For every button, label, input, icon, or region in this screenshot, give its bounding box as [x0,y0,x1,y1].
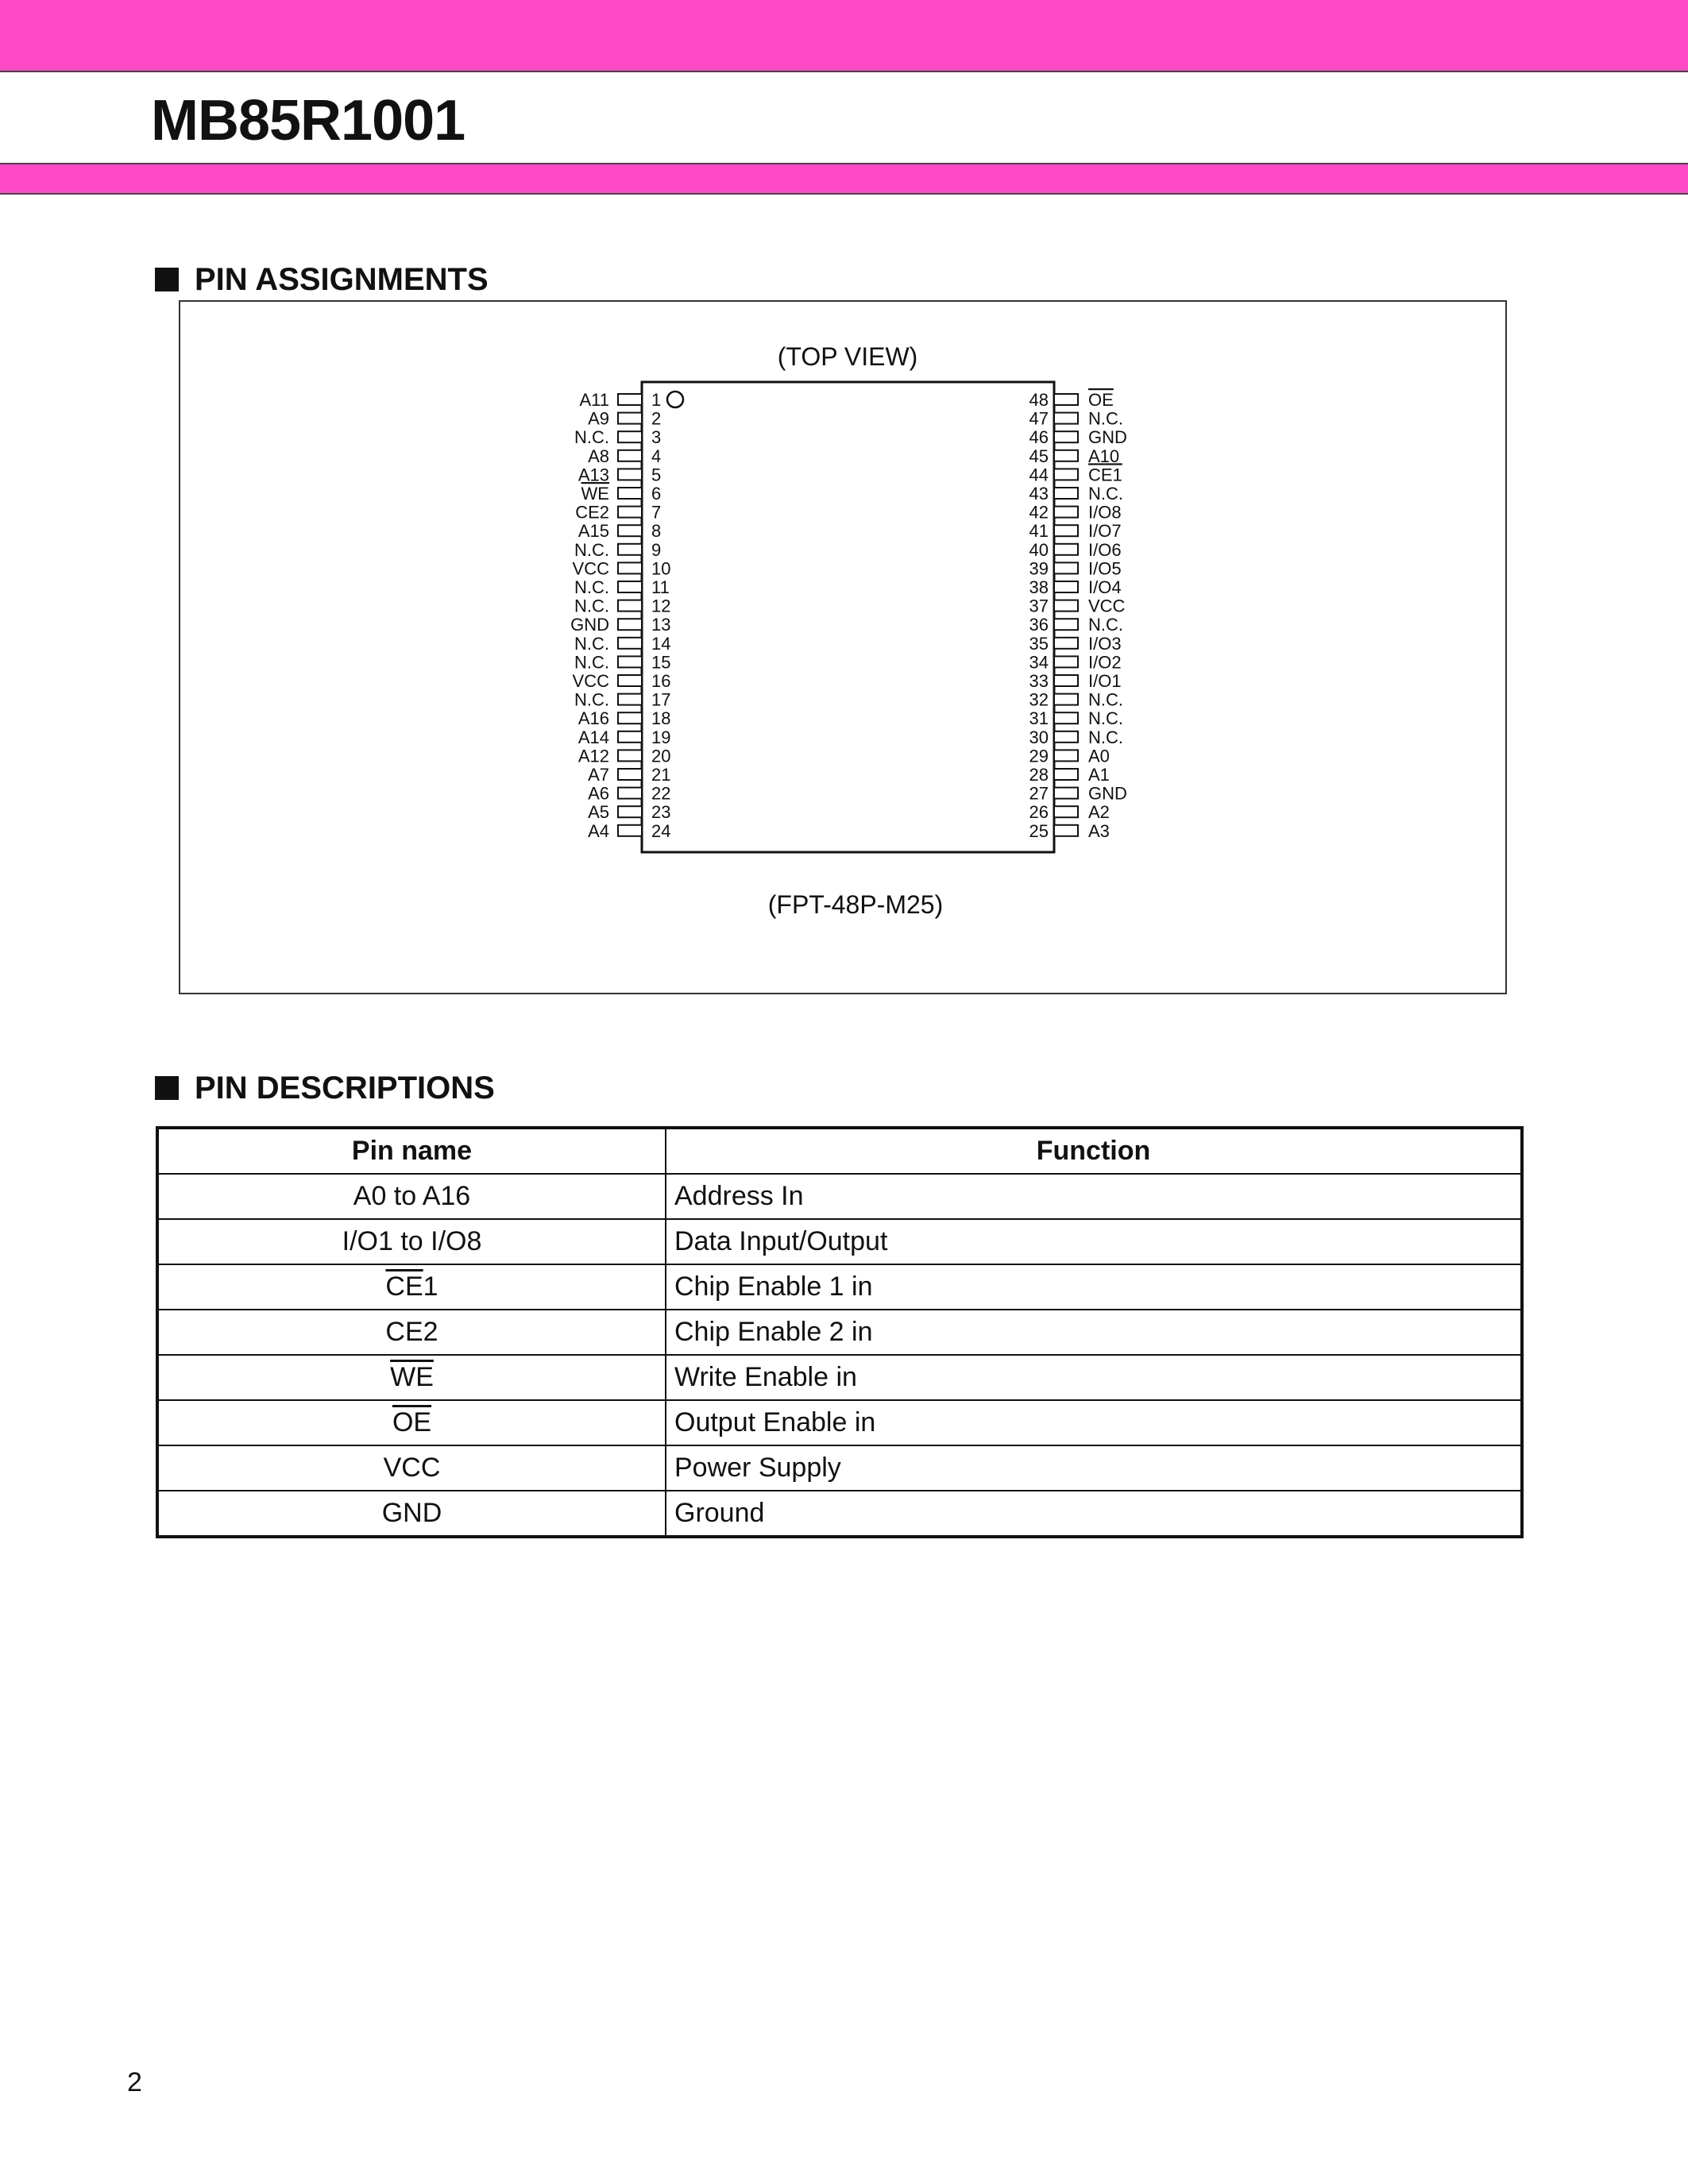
pin-name-right: A2 [1088,802,1110,823]
pin-number-right: 42 [1029,502,1049,523]
pin-name-cell [157,1491,666,1537]
pin-name-cell [157,1310,666,1355]
pin-number-right: 28 [1029,765,1049,785]
pin-name-right: GND [1088,427,1127,448]
pin-number-left: 5 [651,465,662,485]
pin-number-left: 18 [651,708,671,729]
pin-lead-left [618,750,642,761]
pin-name-left: A7 [588,765,609,785]
pin-number-right: 47 [1029,408,1049,429]
pin-number-right: 41 [1029,521,1049,542]
pin-name-right: I/O6 [1088,539,1122,560]
pin-number-left: 1 [651,390,662,410]
pin-name-left: A9 [588,408,609,429]
pin-function-cell: Power Supply [666,1445,1522,1491]
pin-number-right: 30 [1029,727,1049,747]
page-number: 2 [127,2067,142,2097]
pin-name-right: I/O1 [1088,671,1122,691]
pin-number-right: 39 [1029,558,1049,579]
pin-number-left: 10 [651,558,671,579]
pin-number-right: 44 [1029,465,1049,485]
pin-lead-left [618,581,642,592]
pin-number-left: 4 [651,446,662,466]
pin-name-left: A14 [577,727,609,747]
pin-name-left: N.C. [574,689,609,710]
pin-name-right: I/O7 [1088,521,1122,542]
pin-name-right: I/O3 [1088,633,1122,654]
pin-lead-left [618,825,642,836]
pin-lead-left [618,525,642,536]
pin-name: I/O1 to I/O8 [342,1226,482,1256]
pin-name-left: A4 [588,820,609,841]
pin-name: VCC [383,1453,441,1483]
pin-lead-right [1054,806,1078,817]
pin-number-left: 21 [651,765,671,785]
table-row [157,1400,1522,1445]
pin-name-left: WE [581,484,609,504]
pin-lead-right [1054,525,1078,536]
pin-name-right: A0 [1088,746,1110,766]
pin-lead-left [618,769,642,780]
pin-name-left: N.C. [574,652,609,673]
pin-lead-right [1054,656,1078,667]
pin-name-active-low: $\overline{OE}$ [392,1407,432,1437]
table-row [157,1310,1522,1355]
pin-name-cell [157,1219,666,1264]
pin-number-right: 46 [1029,427,1049,448]
pin-number-right: 27 [1029,783,1049,804]
pin-name-right: OE [1088,390,1114,410]
table-row [157,1219,1522,1264]
pin-lead-right [1054,450,1078,461]
pin-function-cell: Data Input/Output [666,1219,1522,1264]
pin-name-suffix: 1 [423,1271,438,1302]
pin-number-right: 35 [1029,633,1049,654]
pin-lead-right [1054,394,1078,405]
table-row [157,1491,1522,1537]
pin-description-table [156,1126,1524,1538]
document-title: MB85R1001 [151,89,465,152]
pin-name-right: A1 [1088,765,1110,785]
pin-number-left: 13 [651,615,671,635]
pin-name-right: A10 [1088,446,1120,466]
pin-name-right: VCC [1088,596,1126,616]
pin-lead-right [1054,619,1078,630]
pin-name-right: N.C. [1088,484,1123,504]
pin-name-left: A16 [577,708,609,729]
pin-name-right: A3 [1088,820,1110,841]
pin-lead-left [618,638,642,649]
pin-name-left: A8 [588,446,609,466]
pin-number-left: 22 [651,783,671,804]
pin-number-left: 3 [651,427,662,448]
pin-name-right: I/O8 [1088,502,1122,523]
pin-lead-right [1054,712,1078,723]
pin-lead-right [1054,488,1078,499]
pin-lead-right [1054,413,1078,424]
chip-body [642,382,1054,852]
pin-name-cell [157,1264,666,1310]
pin-name-active-low: $\overline{CE}$ [385,1271,423,1302]
pin-number-right: 31 [1029,708,1049,729]
pin-lead-right [1054,507,1078,518]
column-header-function: Function [666,1128,1522,1174]
pin-name-right: I/O4 [1088,577,1122,597]
pin-number-right: 25 [1029,820,1049,841]
pin-lead-left [618,731,642,743]
pin-lead-left [618,600,642,612]
pin-number-right: 26 [1029,802,1049,823]
pin-number-left: 11 [651,577,670,597]
pin-name-left: VCC [572,558,609,579]
table-row [157,1445,1522,1491]
pin-name-left: N.C. [574,633,609,654]
pin-lead-right [1054,431,1078,442]
pin-name-cell [157,1355,666,1400]
pin-lead-left [618,394,642,405]
pin-number-left: 17 [651,689,671,710]
pin-lead-right [1054,825,1078,836]
pin-lead-left [618,413,642,424]
pin-function-cell: Output Enable in [666,1400,1522,1445]
pin-number-right: 40 [1029,539,1049,560]
pin-number-right: 32 [1029,689,1049,710]
pin-lead-left [618,450,642,461]
pin-number-left: 6 [651,484,662,504]
pin-name-left: A12 [577,746,609,766]
pin-lead-right [1054,769,1078,780]
pin-name-left: A13 [577,465,609,485]
pin-function-cell: Address In [666,1174,1522,1219]
pin-name-left: N.C. [574,596,609,616]
pin-name-right: N.C. [1088,727,1123,747]
pin-name: CE2 [385,1317,438,1347]
pin-name-right: N.C. [1088,615,1123,635]
pin-number-right: 37 [1029,596,1049,616]
pin-number-left: 19 [651,727,671,747]
pin-number-left: 15 [651,652,671,673]
pin-number-left: 14 [651,633,671,654]
pin-lead-left [618,431,642,442]
pin-name-active-low: $\overline{WE}$ [390,1362,434,1392]
pin-number-left: 8 [651,521,662,542]
pin-lead-right [1054,581,1078,592]
pin-assignment-diagram [0,0,1688,1001]
pin-descriptions-heading [155,1068,495,1108]
pin-descriptions-heading-text: PIN DESCRIPTIONS [195,1071,495,1106]
pin-number-right: 45 [1029,446,1049,466]
pin-function-cell: Ground [666,1491,1522,1537]
table-row [157,1355,1522,1400]
pin-number-right: 36 [1029,615,1049,635]
pin-name-right: I/O2 [1088,652,1122,673]
pin-assignments-heading-text: PIN ASSIGNMENTS [195,262,489,297]
pin-name-left: A15 [577,521,609,542]
pin-name-left: N.C. [574,577,609,597]
pin-number-right: 33 [1029,671,1049,691]
top-view-label: (TOP VIEW) [777,342,918,371]
pin-name-left: VCC [572,671,609,691]
pin-name-cell [157,1445,666,1491]
pin-number-left: 12 [651,596,671,616]
pin-lead-left [618,507,642,518]
pin-number-right: 34 [1029,652,1049,673]
pin-lead-right [1054,694,1078,705]
pin-lead-left [618,562,642,573]
pin-number-left: 9 [651,539,662,560]
pin-lead-right [1054,638,1078,649]
table-row [157,1174,1522,1219]
pin-lead-left [618,619,642,630]
table-header-row [157,1128,1522,1174]
pin-number-right: 38 [1029,577,1049,597]
pin-function-cell: Write Enable in [666,1355,1522,1400]
pin-lead-left [618,806,642,817]
section-bullet-icon [155,1076,179,1100]
pin-function-cell: Chip Enable 2 in [666,1310,1522,1355]
column-header-pin-name: Pin name [157,1128,666,1174]
pin-lead-left [618,544,642,555]
pin-lead-right [1054,788,1078,799]
pin-name-right: CE1 [1088,465,1122,485]
pin-lead-left [618,788,642,799]
pin-lead-right [1054,750,1078,761]
pin-lead-right [1054,731,1078,743]
pin-lead-left [618,712,642,723]
pin-name-left: A11 [579,390,609,410]
pin-lead-right [1054,562,1078,573]
pin-name-left: GND [570,615,609,635]
pin-number-left: 24 [651,820,671,841]
pin-lead-right [1054,544,1078,555]
pin-name-left: A6 [588,783,609,804]
pin-name-right: N.C. [1088,708,1123,729]
pin-number-left: 16 [651,671,671,691]
pin-name: GND [381,1498,442,1528]
pin-name: A0 to A16 [353,1181,471,1211]
pin-name-cell [157,1174,666,1219]
package-label: (FPT-48P-M25) [767,890,944,919]
pin-name-left: A5 [588,802,609,823]
pin-lead-left [618,488,642,499]
pin-number-right: 43 [1029,484,1049,504]
pin-number-left: 23 [651,802,671,823]
pin-number-right: 48 [1029,390,1049,410]
pin-name-cell [157,1400,666,1445]
pin-number-right: 29 [1029,746,1049,766]
pin-name-left: N.C. [574,427,609,448]
pin-name-right: I/O5 [1088,558,1122,579]
pin-name-right: GND [1088,783,1127,804]
pin-lead-right [1054,600,1078,612]
pin-lead-left [618,694,642,705]
pin-number-left: 2 [651,408,662,429]
pin-function-cell: Chip Enable 1 in [666,1264,1522,1310]
pin-lead-right [1054,675,1078,686]
pin-number-left: 20 [651,746,671,766]
table-row [157,1264,1522,1310]
pin-number-left: 7 [651,502,662,523]
pin-name-left: N.C. [574,539,609,560]
pin-name-right: N.C. [1088,408,1123,429]
pin-name-right: N.C. [1088,689,1123,710]
pin-name-left: CE2 [575,502,609,523]
pin-lead-left [618,675,642,686]
pin-lead-left [618,469,642,480]
pin-lead-left [618,656,642,667]
pin-lead-right [1054,469,1078,480]
